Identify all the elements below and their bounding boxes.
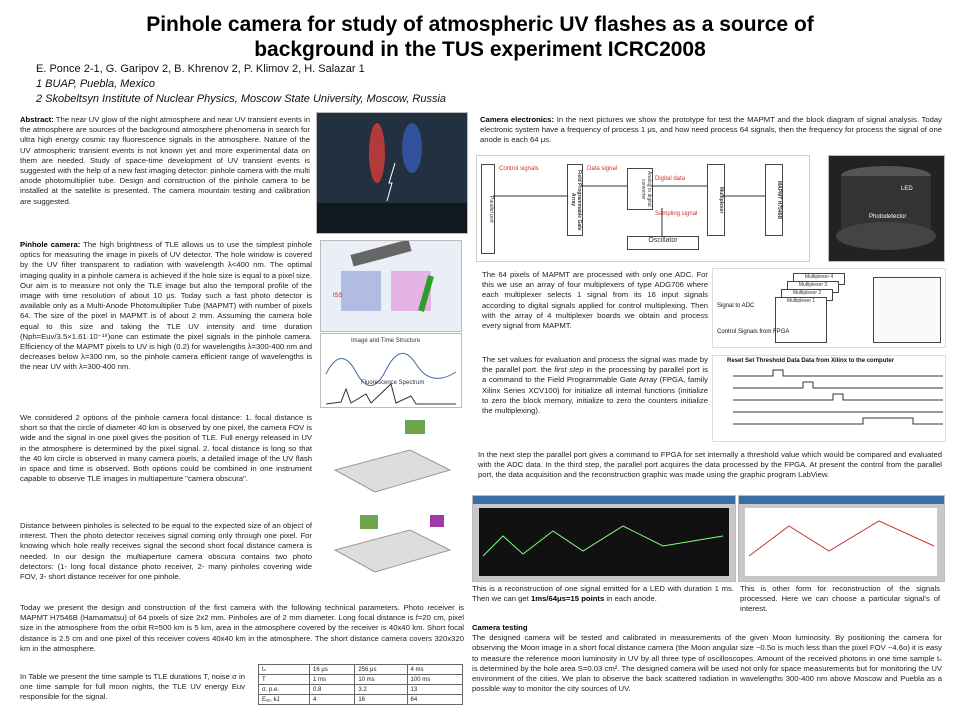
table-row — [259, 665, 463, 675]
labview-reconstruction-2 — [738, 495, 945, 582]
table-cell: Eᵤᵥ, kJ — [259, 695, 310, 705]
pixels64-text: The 64 pixels of MAPMT are processed with only one ADC. For this we use an array of four multiplexers of type ADG706 where each multiplexer selects 1 signal from its 16 input signals according to digital signals applied for control multiplexing. Then with the array of 4 multiplexer boards we obtain and process every signal from MAPMT. — [482, 270, 708, 331]
table-intro-text: In Table we present the time sample ts TLE durations T, noise σ in one time sample for full moon nights, the TLE UV energy Euv responsible for the signal. — [20, 672, 245, 702]
pinhole-text: The high brightness of TLE allows us to use the simplest pinhole optics for measuring the image in pixels of UV detector. The hole window is covered by the UV filter transparent to radiation with wavelength λ<400 nm. The optimal imaging quality in a pinhole camera is achieved if the hole size is equal to a pixel size. Our aim is to measure not only the TLE image but also the temporal profile of the image with time resolution of about 10 μs. Today such a fast photo detector is available only as a Multi-Anode Photomultiplier Tube (MAPMT) with number of pixels 64. The size of the pixel in MAPMT is of about 2 mm. Assuming the camera hole equal to this size and taking the TLE UV intensity and time duration (Nph=Euv/3.5×1.61·10⁻¹⁹)one can estimate the pixel signals in the pinhole camera. Efficiency of the MAPMT pixels to UV is high (0.2) for wavelengths λ=300-400 nm and decreases below λ=300 nm, so the pinhole camera efficient range of wavelengths is the near UV with λ=300-400 nm. — [20, 240, 313, 372]
satellite-illustration — [320, 240, 462, 332]
spectrum-title: Fluorescence Spectrum — [361, 380, 425, 386]
storm-image — [316, 112, 468, 234]
caption-reco-2-text: This is other form for reconstruction of the signals processed. Here we can choose a particular signal's of interest. — [740, 584, 940, 614]
digital-data-label: Digital data — [655, 176, 686, 182]
authors: E. Ponce 2-1, G. Garipov 2, B. Khrenov 2, P. Klimov 2, H. Salazar 1 — [36, 63, 365, 75]
parallel-port-block: Parallel port — [481, 164, 495, 254]
table-intro-section — [20, 672, 245, 703]
prototype-photo — [828, 155, 945, 262]
nextstep-text: In the next step the parallel port gives a command to FPGA for set internally a threshold value which would be compared and evaluated with the ADC data. In the third step, the parallel port acquires the data processed by the FPGA. At present the control from the parallel port, the data acquisition and the reconstruction graphic was made using the graphic program LabView. — [478, 450, 942, 480]
multiplexer-diagram — [712, 268, 946, 348]
control-signals-fpga-label: Control Signals from FPGA — [717, 329, 790, 335]
oscillator-block: Oscillator — [627, 236, 699, 250]
nextstep-section — [478, 450, 942, 481]
adc-block: Analog to digital converter — [627, 168, 653, 210]
timing-title: Reset Set Threshold Data Data from Xilinx to the computer — [727, 358, 895, 364]
focal-text: We considered 2 options of the pinhole camera focal distance: 1. focal distance is short so that the circle of diameter 40 km is observed by one pixel, the camera FOV is wide and the signal in one pixel gives the position of TLE. Full energy released in UV in the atmosphere is determined by the pixel signal. 2. focal distance is long so that the 40 km circle is observed in many camera pixels, a detailed image of the UV flash in space and time is observed. Both options could be combined in one instrument capable to observe TLE images in multiaperture "camera obscura". — [20, 413, 312, 484]
affiliation-1: 1 BUAP, Puebla, Mexico — [36, 78, 156, 90]
table-row — [259, 685, 463, 695]
parameter-table — [258, 664, 463, 705]
table-cell: 256 μs — [355, 665, 407, 675]
table-cell: 16 — [355, 695, 407, 705]
caption-reco-1-before: This is a reconstruction of one signal emitted for a LED with duration 1 ms. Then we can get — [472, 584, 734, 604]
abstract-text: The near UV glow of the night atmosphere and near UV transient events in the atmosphere are sources of the background atmosphere phenomena in search for ultra high energy cosmic ray fluorescence signals in the atmosphere. Nature of the UV atmospheric transient events is not known yet and more experimental data on them are needed. Study of space-time development of UV transient events is suggested with the help of a new fast imaging detector: pinhole camera with the multi anode photomultiplier tube. Design and construction of the pinhole camera to be installed at the satellite is presented. The camera mountain testing and calibration are suggested. — [20, 115, 311, 206]
table-cell: T — [259, 675, 310, 685]
testing-text: The designed camera will be tested and calibrated in measurements of the given Moon luminosity. By positioning the camera for observing the Moon image in a short focal distance camera (the Moon angular size ~0.5o is much less than the pixel FOV ~4.6o) it is easy to measure the reference moon luminosity in UV by all three type of oscilloscopes. Amount of the received photons in one time sample tₛ is determined by the hole area S=0.03 cm². The designed camera will be used not only for space measurements but for monitoring the UV environment of the cities. We plan to observe the back scattered radiation in wavelengths 300-400 nm above Moscow and Puebla as a possible way to monitor the city sources of UV. — [472, 633, 942, 694]
signal-to-adc-label: Signal to ADC — [717, 303, 755, 309]
timing-diagram — [712, 355, 946, 442]
time-structure-title: Image and Time Structure — [351, 338, 421, 344]
abstract-section — [20, 115, 310, 207]
table-cell: 0.8 — [310, 685, 355, 695]
table-cell: 16 μs — [310, 665, 355, 675]
table-cell: 10 ms — [355, 675, 407, 685]
photodetector-label: Photodetector — [869, 214, 907, 220]
affiliation-2: 2 Skobeltsyn Institute of Nuclear Physics, Moscow State University, Moscow, Russia — [36, 93, 447, 105]
time-structure-plot — [320, 333, 462, 408]
electronics-text: In the next pictures we show the prototype for test the MAPMT and the block diagram of signal analysis. Today electronic system have a frequency of process 1 μs, and how need process 64 signals, then the frequency for process the signal of one anode is each 64 μs. — [480, 115, 943, 145]
table-cell: 100 ms — [407, 675, 462, 685]
pinhole-section — [20, 240, 312, 373]
labview-reconstruction-1 — [472, 495, 736, 582]
pixels64-section — [482, 270, 708, 331]
electronics-section — [480, 115, 942, 146]
setvalues-text-before: The set values for evaluation and process the signal was made by the parallel port. the — [482, 355, 708, 375]
caption-reco-2 — [740, 584, 940, 615]
pinhole-label: Pinhole camera: — [20, 240, 81, 249]
satellite-label: ISS — [333, 293, 343, 299]
table-row — [259, 675, 463, 685]
caption-reco-1 — [472, 584, 734, 604]
setvalues-section — [482, 355, 708, 416]
table-cell: tₛ — [259, 665, 310, 675]
table-cell: 1 ms — [310, 675, 355, 685]
led-label: LED — [901, 186, 913, 192]
mux2-block: Multiplexer 2 — [781, 289, 833, 301]
title-line-1: Pinhole camera for study of atmospheric UV flashes as a source of — [146, 13, 814, 36]
distance-text: Distance between pinholes is selected to be equal to the expected size of an object of interest. Then the photo detector receives signal coming only through one pixel. For knowing which hole really receives signal the second short focal distance camera is needed. In our design the multiaperture camera obscura contains two photo detectors: (1- long focal distance photo receiver, 2- many pinholes covering wide FOV, 3- short distance receiver for one pinhole. — [20, 521, 312, 582]
sampling-signal-label: Sampling signal — [655, 211, 698, 217]
table-cell: 13 — [407, 685, 462, 695]
mapmt-block: MAPMT H7546B — [765, 164, 783, 236]
focal-section — [20, 413, 312, 484]
testing-section — [472, 623, 942, 694]
today-section — [20, 603, 464, 654]
mux4-block: Multiplexer 4 — [793, 273, 845, 285]
table-cell: 4 — [310, 695, 355, 705]
table-row — [259, 695, 463, 705]
abstract-label: Abstract: — [20, 115, 54, 124]
title-line-2: background in the TUS experiment ICRC2008 — [254, 38, 706, 61]
fpga-block: Field Programmable Gate Array — [567, 164, 583, 236]
mapmt-grid — [873, 277, 941, 343]
mux1-block: Multiplexer 1 — [775, 297, 827, 343]
table-cell: 4 ms — [407, 665, 462, 675]
table-cell: σ, p.e. — [259, 685, 310, 695]
electronics-label: Camera electronics: — [480, 115, 555, 124]
data-signal-label: Data signal — [587, 166, 618, 172]
camera-plates-illustration — [330, 420, 460, 590]
today-text: Today we present the design and construction of the first camera with the following technical parameters. Photo receiver is MAPMT H7546B (Hamamatsu) of 64 pixels of size 2x2 mm. Pinholes are of 2 mm diameter. Long focal distance is f=20 cm, pixel size in the atmosphere from the orbit R=500 km is 5 km, area in the atmosphere covered by the receiver is 40x40 km. Short focal distance is 2.5 cm and one pixel of this receiver covers 40x40 km in the atmosphere. The short distance camera covers 320x320 km in the atmosphere. — [20, 603, 464, 653]
caption-reco-1-after: in each anode. — [604, 594, 657, 604]
setvalues-emphasis: first step — [554, 365, 584, 375]
testing-label: Camera testing — [472, 623, 528, 632]
caption-reco-1-bold: 1ms/64μs=15 points — [530, 594, 605, 604]
distance-section — [20, 521, 312, 582]
poster-title — [60, 12, 900, 62]
multiplexer-block: Multiplexer — [707, 164, 725, 236]
setvalues-text-after: in the processing by parallel port is a command to the Field Programmable Gate Array (FPGA, family Xilinx Series XCV100) for initialize all internal functions (initialize to zero the block memory, initialize to zero the counters initialize the multiplexing). — [482, 365, 708, 416]
mux3-block: Multiplexer 3 — [787, 281, 839, 293]
table-cell: 64 — [407, 695, 462, 705]
block-diagram — [476, 155, 810, 262]
table-cell: 3.2 — [355, 685, 407, 695]
control-signals-label: Control signals — [499, 166, 539, 172]
